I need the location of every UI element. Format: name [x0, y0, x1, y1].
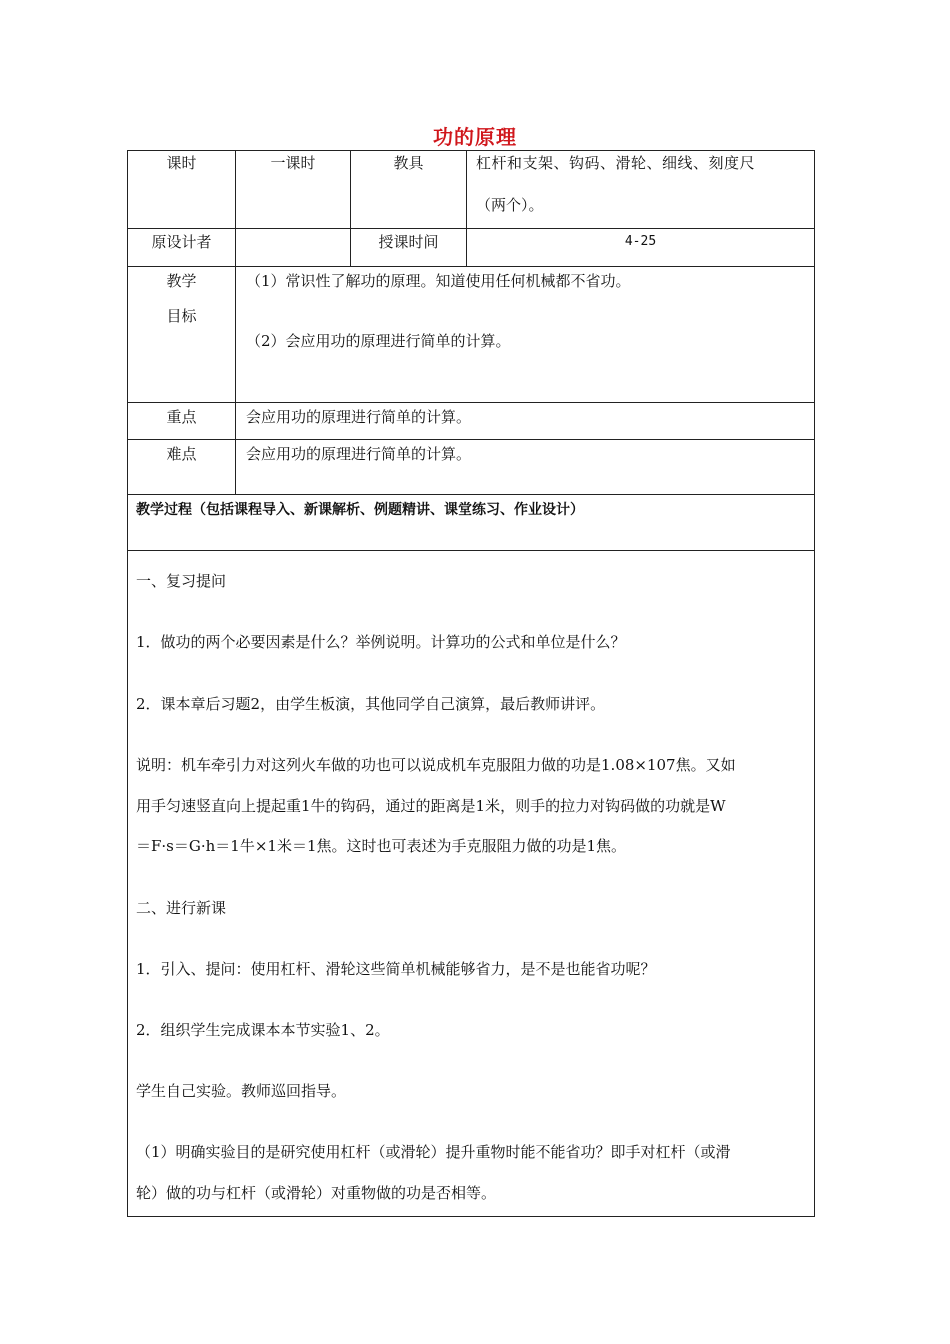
objectives-label-1: 教学: [166, 272, 197, 290]
paragraph: 1．引入、提问：使用杠杆、滑轮这些简单机械能够省力，是不是也能省功呢？: [136, 960, 656, 978]
row-divider: [127, 266, 815, 267]
key-point-label: 重点: [166, 408, 197, 426]
paragraph-line: 说明：机车牵引力对这列火车做的功也可以说成机车克服阻力做的功是1.08×107焦。又如: [136, 756, 736, 774]
section-heading-review: 一、复习提问: [136, 572, 227, 590]
paragraph-line: 轮）做的功与杠杆（或滑轮）对重物做的功是否相等。: [136, 1184, 497, 1202]
designer-label: 原设计者: [151, 233, 212, 251]
lesson-value: 一课时: [270, 154, 316, 172]
column-divider: [235, 150, 236, 494]
paragraph-line: （1）明确实验目的是研究使用杠杆（或滑轮）提升重物时能不能省功？即手对杠杆（或滑: [136, 1143, 731, 1161]
paragraph-line: 用手匀速竖直向上提起重1牛的钩码，通过的距离是1米，则手的拉力对钩码做的功就是W: [136, 797, 726, 815]
table-border-top: [127, 150, 815, 151]
paragraph: 2．组织学生完成课本本节实验1、2。: [136, 1021, 390, 1039]
table-border-right: [814, 150, 815, 1216]
difficulty-label: 难点: [166, 445, 197, 463]
date-value: 4-25: [624, 234, 657, 249]
tools-label: 教具: [393, 154, 424, 172]
date-label: 授课时间: [378, 233, 439, 251]
row-divider: [127, 550, 815, 551]
objective-item-2: （2）会应用功的原理进行简单的计算。: [246, 332, 511, 350]
row-divider: [127, 439, 815, 440]
paragraph: 2．课本章后习题2，由学生板演，其他同学自己演算，最后教师讲评。: [136, 695, 606, 713]
table-border-bottom: [127, 1216, 815, 1217]
section-heading-new-lesson: 二、进行新课: [136, 899, 227, 917]
tools-value-line2: （两个）。: [476, 196, 544, 214]
paragraph: 学生自己实验。教师巡回指导。: [136, 1082, 347, 1100]
row-divider: [127, 494, 815, 495]
difficulty-value: 会应用功的原理进行简单的计算。: [246, 445, 472, 463]
tools-value-line1: 杠杆和支架、钩码、滑轮、细线、刻度尺: [476, 154, 756, 172]
key-point-value: 会应用功的原理进行简单的计算。: [246, 408, 472, 426]
process-heading: 教学过程（包括课程导入、新课解析、例题精讲、课堂练习、作业设计）: [136, 502, 584, 518]
lesson-label: 课时: [166, 154, 197, 172]
row-divider: [127, 228, 815, 229]
row-divider: [127, 402, 815, 403]
objective-item-1: （1）常识性了解功的原理。知道使用任何机械都不省功。: [246, 272, 631, 290]
paragraph-line: ＝F·s＝G·h＝1牛×1米＝1焦。这时也可表述为手克服阻力做的功是1焦。: [136, 837, 627, 855]
objectives-label-2: 目标: [166, 307, 197, 325]
paragraph: 1．做功的两个必要因素是什么？举例说明。计算功的公式和单位是什么？: [136, 633, 626, 651]
page-title: 功的原理: [433, 125, 517, 149]
